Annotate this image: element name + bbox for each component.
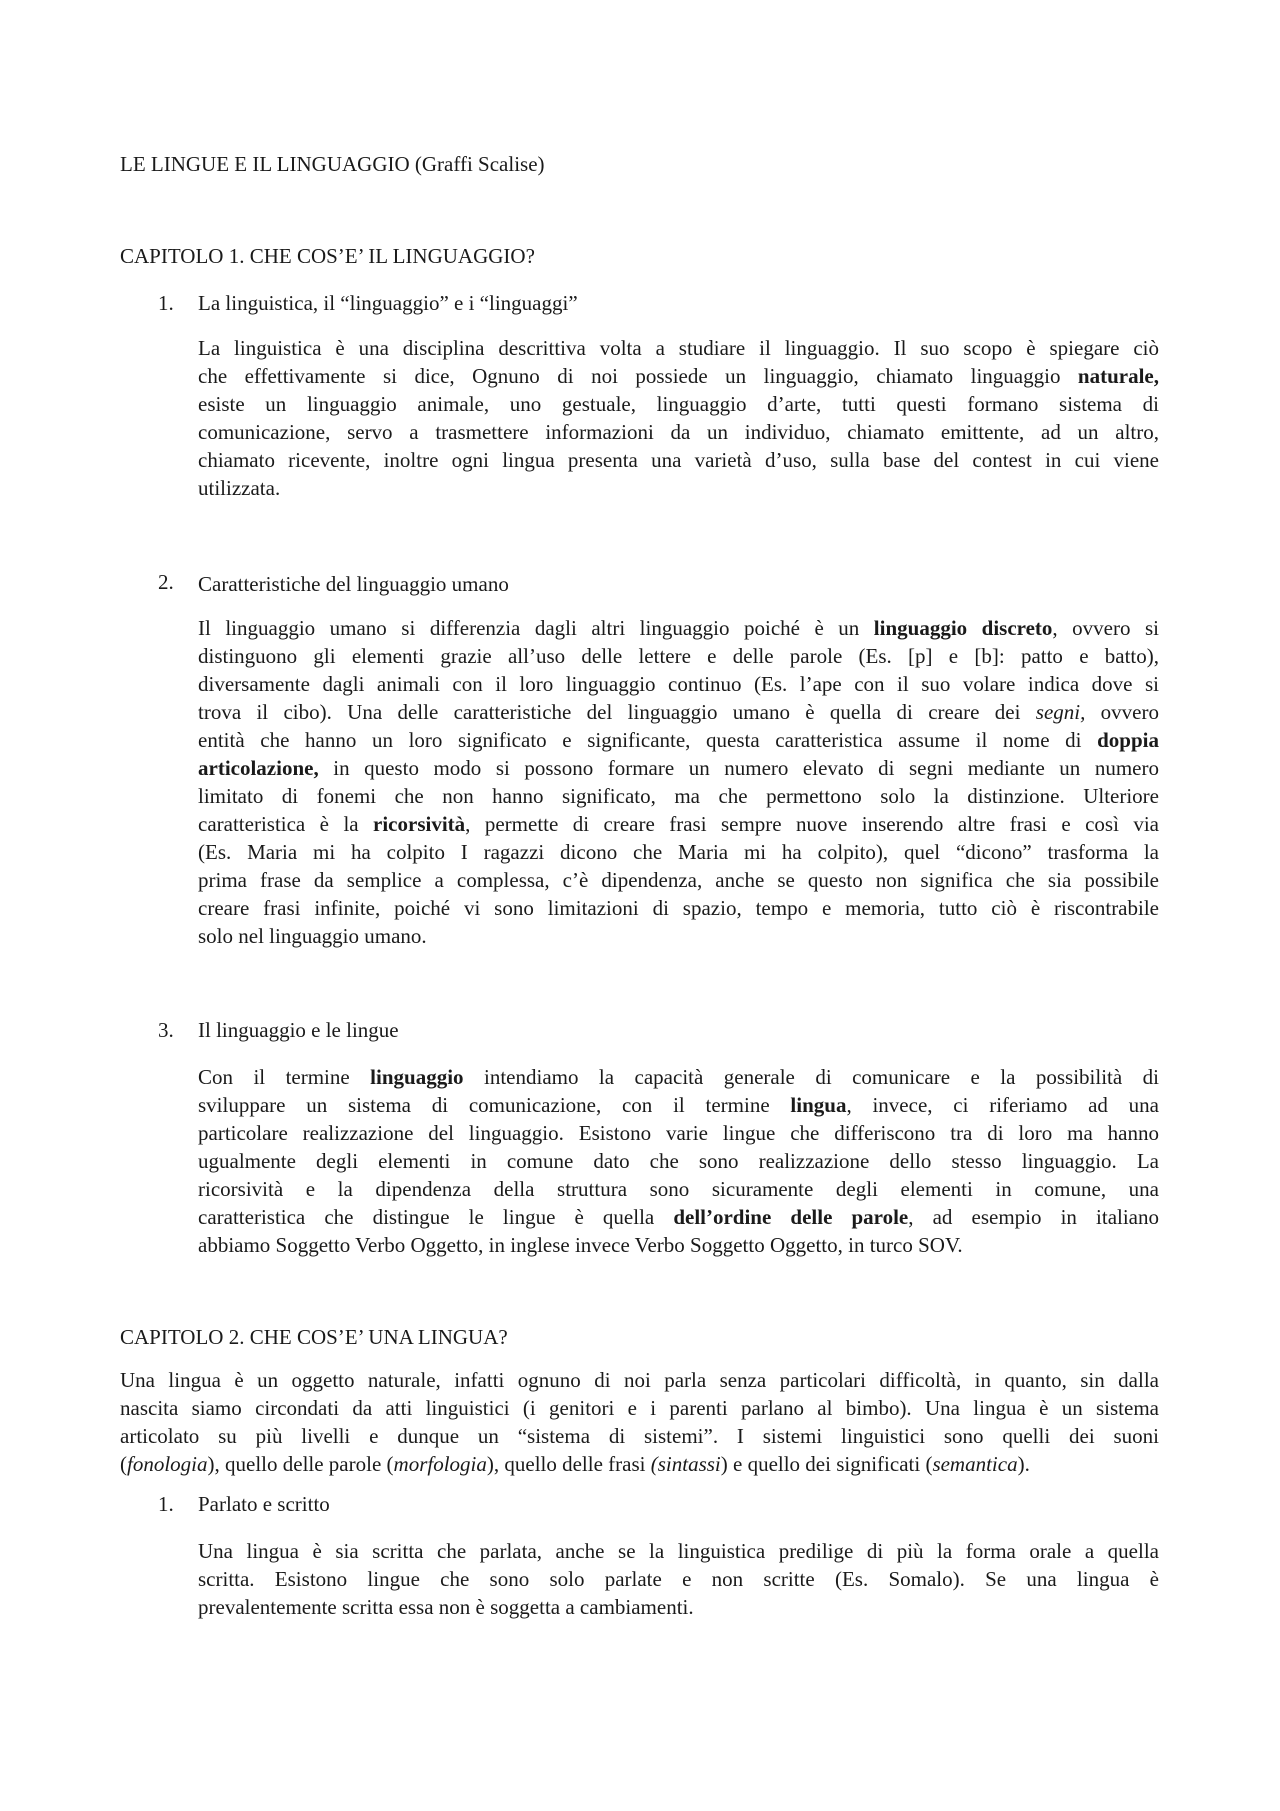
section-2-number: 2. — [158, 570, 174, 594]
chapter-2-intro-paragraph: Una lingua è un oggetto naturale, infatti ognuno di noi parla senza particolari difficoltà, in quanto, sin dalla nascita siamo circondati da atti linguistici (i genitori e i parenti parlano al bimbo). Una lingua è un sistema articolato su più livelli e dunque un “sistema di sistemi”. I sistemi linguistici sono quelli dei suoni (fonologia), quello delle parole (morfologia), quello delle frasi (sintassi) e quello dei significati (semantica). — [120, 1368, 1159, 1476]
section-3-paragraph: Con il termine linguaggio intendiamo la capacità generale di comunicare e la possibilità di sviluppare un sistema di comunicazione, con il termine lingua, invece, ci riferiamo ad una particolare realizzazione del linguaggio. Esistono varie lingue che differiscono tra di loro ma hanno ugualmente degli elementi in comune dato che sono realizzazione dello stesso linguaggio. La ricorsività e la dipendenza della struttura sono sicuramente degli elementi in comune, una caratteristica che distingue le lingue è quella dell’ordine delle parole, ad esempio in italiano abbiamo Soggetto Verbo Oggetto, in inglese invece Verbo Soggetto Oggetto, in turco SOV. — [198, 1065, 1159, 1257]
chapter-2-section-1-title: Parlato e scritto — [198, 1492, 330, 1516]
document-title: LE LINGUE E IL LINGUAGGIO (Graffi Scalise) — [120, 152, 545, 176]
section-1-number: 1. — [158, 291, 174, 315]
section-1-paragraph: La linguistica è una disciplina descrittiva volta a studiare il linguaggio. Il suo scopo è spiegare ciò che effettivamente si dice, Ognuno di noi possiede un linguaggio, chiamato linguaggio naturale, esiste un linguaggio animale, uno gestuale, linguaggio d’arte, tutti questi formano sistema di comunicazione, servo a trasmettere informazioni da un individuo, chiamato emittente, ad un altro, chiamato ricevente, inoltre ogni lingua presenta una varietà d’uso, sulla base del contest in cui viene utilizzata. — [198, 336, 1159, 500]
section-2-title: Caratteristiche del linguaggio umano — [198, 572, 509, 596]
chapter-2-section-1-paragraph: Una lingua è sia scritta che parlata, anche se la linguistica predilige di più la forma orale a quella scritta. Esistono lingue che sono solo parlate e non scritte (Es. Somalo). Se una lingua è prevalentemente scritta essa non è soggetta a cambiamenti. — [198, 1539, 1159, 1619]
chapter-2-section-1-number: 1. — [158, 1492, 174, 1516]
section-3-number: 3. — [158, 1018, 174, 1042]
section-2-paragraph: Il linguaggio umano si differenzia dagli altri linguaggio poiché è un linguaggio discreto, ovvero si distinguono gli elementi grazie all’uso delle lettere e delle parole (Es. [p] e [b]: patto e batto), diversamente dagli animali con il loro linguaggio continuo (Es. l’ape con il suo volare indica dove si trova il cibo). Una delle caratteristiche del linguaggio umano è quella di creare dei segni, ovvero entità che hanno un loro significato e significante, questa caratteristica assume il nome di doppia articolazione, in questo modo si possono formare un numero elevato di segni mediante un numero limitato di fonemi che non hanno significato, ma che permettono solo la distinzione. Ulteriore caratteristica è la ricorsività, permette di creare frasi sempre nuove inserendo altre frasi e così via (Es. Maria mi ha colpito I ragazzi dicono che Maria mi ha colpito), quel “dicono” trasforma la prima frase da semplice a complessa, c’è dipendenza, anche se questo non significa che sia possibile creare frasi infinite, poiché vi sono limitazioni di spazio, tempo e memoria, tutto ciò è riscontrabile solo nel linguaggio umano. — [198, 616, 1159, 948]
chapter-2-heading: CAPITOLO 2. CHE COS’E’ UNA LINGUA? — [120, 1325, 508, 1349]
chapter-1-heading: CAPITOLO 1. CHE COS’E’ IL LINGUAGGIO? — [120, 244, 535, 268]
section-1-title: La linguistica, il “linguaggio” e i “linguaggi” — [198, 291, 578, 315]
section-3-title: Il linguaggio e le lingue — [198, 1018, 399, 1042]
